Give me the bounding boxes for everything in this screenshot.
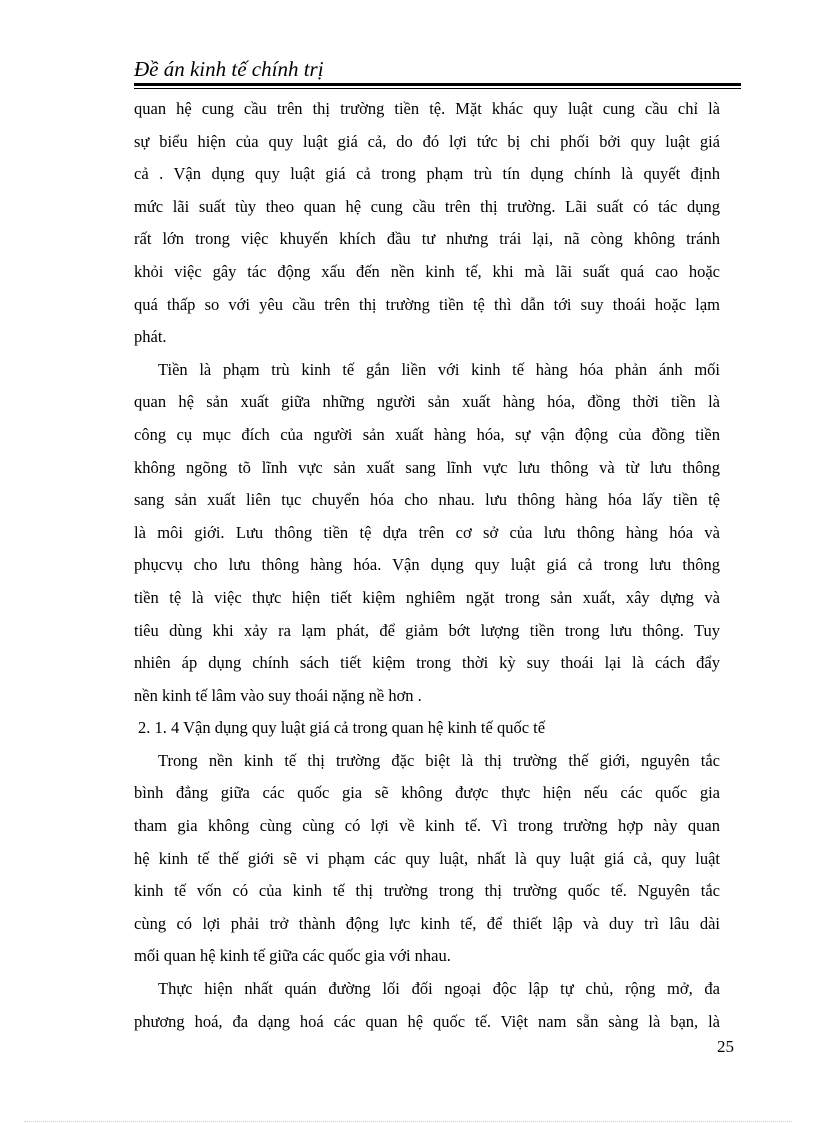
page-header (134, 56, 741, 89)
text-line: hệ kinh tế thế giới sẽ vi phạm các quy luật, nhất là quy luật giá cả, quy luật (134, 848, 720, 868)
text-line: cả . Vận dụng quy luật giá cả trong phạm trù tín dụng chính là quyết định (134, 164, 720, 184)
text-line: nhiên áp dụng chính sách tiết kiệm trong thời kỳ suy thoái lại là cách đẩy (134, 653, 720, 673)
page-number: 25 (717, 1037, 734, 1056)
text-line: quan hệ sản xuất giữa những người sản xuất hàng hóa, đồng thời tiền là (134, 392, 720, 412)
header-rule-thin (134, 88, 741, 89)
footer-divider (24, 1121, 792, 1122)
text-line: quan hệ cung cầu trên thị trường tiền tệ. Mặt khác quy luật cung cầu chỉ là (134, 99, 720, 118)
text-line: sang sản xuất liên tục chuyển hóa cho nhau. lưu thông hàng hóa lấy tiền tệ (134, 490, 720, 510)
text-line: Trong nền kinh tế thị trường đặc biệt là thị trường thế giới, nguyên tắc (158, 750, 720, 770)
text-line: phụcvụ cho lưu thông hàng hóa. Vận dụng quy luật giá cả trong lưu thông (134, 555, 720, 575)
text-line: tiêu dùng khi xảy ra lạm phát, để giảm bớt lượng tiền trong lưu thông. Tuy (134, 620, 720, 640)
text-line: mối quan hệ kinh tế giữa các quốc gia với nhau. (134, 946, 451, 966)
text-line: mức lãi suất tùy theo quan hệ cung cầu trên thị trường. Lãi suất có tác dụng (134, 196, 720, 216)
header-title: Đề án kinh tế chính trị (134, 57, 324, 81)
text-line: rất lớn trong việc khuyến khích đầu tư nhưng trái lại, nã còng không tránh (134, 229, 720, 249)
text-line: sự biểu hiện của quy luật giá cả, do đó lợi tức bị chi phối bởi quy luật giá (134, 131, 720, 151)
section-heading: 2. 1. 4 Vận dụng quy luật giá cả trong quan hệ kinh tế quốc tế (138, 718, 546, 738)
header-rule-thick (134, 83, 741, 86)
document-body (134, 93, 720, 1038)
text-line: quá thấp so với yêu cầu trên thị trường tiền tệ thì dẫn tới suy thoái hoặc lạm (134, 294, 720, 314)
text-line: Thực hiện nhất quán đường lối đối ngoại độc lập tự chủ, rộng mở, đa (158, 979, 720, 999)
text-line: tham gia không cùng cùng có lợi về kinh tế. Vì trong trường hợp này quan (134, 816, 720, 836)
text-line: bình đẳng giữa các quốc gia sẽ không được thực hiện nếu các quốc gia (134, 783, 720, 803)
text-line: công cụ mục đích của người sản xuất hàng hóa, sự vận động của đồng tiền (134, 424, 720, 444)
text-line: phương hoá, đa dạng hoá các quan hệ quốc tế. Việt nam sẵn sàng là bạn, là (134, 1011, 720, 1031)
text-line: không ngõng tõ lĩnh vực sản xuất sang lĩnh vực lưu thông và từ lưu thông (134, 457, 720, 477)
text-line: là môi giới. Lưu thông tiền tệ dựa trên cơ sở của lưu thông hàng hóa và (134, 522, 720, 542)
text-line: nền kinh tế lâm vào suy thoái nặng nề hơn . (134, 685, 422, 705)
text-line: tiền tệ là việc thực hiện tiết kiệm nghiêm ngặt trong sản xuất, xây dựng và (134, 587, 720, 607)
text-line: khỏi việc gây tác động xấu đến nền kinh tế, khi mà lãi suất quá cao hoặc (134, 261, 720, 281)
text-line: cùng có lợi phải trở thành động lực kinh tế, để thiết lập và duy trì lâu dài (134, 913, 720, 933)
text-line: phát. (134, 327, 167, 347)
text-line: Tiền là phạm trù kinh tế gắn liền với kinh tế hàng hóa phản ánh mối (158, 359, 720, 379)
text-line: kinh tế vốn có của kinh tế thị trường trong thị trường quốc tế. Nguyên tắc (134, 881, 720, 901)
